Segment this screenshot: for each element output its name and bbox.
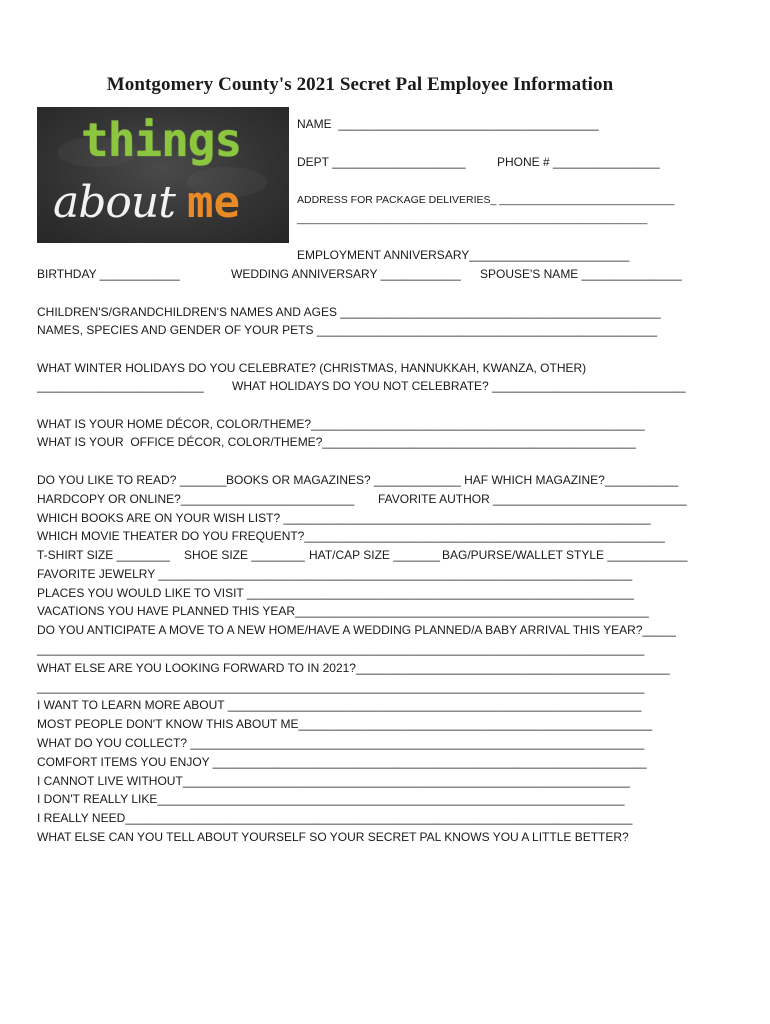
hardcopy-or-online-field[interactable]: HARDCOPY OR ONLINE?__________________________	[37, 492, 355, 506]
address-field[interactable]: ADDRESS FOR PACKAGE DELIVERIES_ ______________________________	[297, 194, 675, 206]
address-field-line-2[interactable]: ____________________________________________________________	[297, 213, 648, 225]
places-to-visit-field[interactable]: PLACES YOU WOULD LIKE TO VISIT __________________________________________________________	[37, 586, 634, 600]
logo-word-about: about	[53, 177, 175, 228]
winter-holidays-question: WHAT WINTER HOLIDAYS DO YOU CELEBRATE? (CHRISTMAS, HANNUKKAH, KWANZA, OTHER)	[37, 361, 587, 375]
movie-theater-field[interactable]: WHICH MOVIE THEATER DO YOU FREQUENT?______________________________________________________	[37, 529, 665, 543]
dont-know-about-me-field[interactable]: MOST PEOPLE DON'T KNOW THIS ABOUT ME_____________________________________________________	[37, 717, 653, 731]
tell-more-question: WHAT ELSE CAN YOU TELL ABOUT YOURSELF SO YOUR SECRET PAL KNOWS YOU A LITTLE BETTER?	[37, 830, 629, 844]
home-decor-field[interactable]: WHAT IS YOUR HOME DÉCOR, COLOR/THEME?__________________________________________________	[37, 417, 645, 431]
bag-style-field[interactable]: BAG/PURSE/WALLET STYLE ____________	[442, 548, 688, 562]
learn-more-field[interactable]: I WANT TO LEARN MORE ABOUT ______________________________________________________________	[37, 698, 642, 712]
hat-size-field[interactable]: HAT/CAP SIZE _______	[309, 548, 440, 562]
books-or-magazines-field[interactable]: BOOKS OR MAGAZINES? _____________ HAF WHICH MAGAZINE?___________	[226, 473, 679, 487]
logo-word-things: things	[81, 113, 242, 167]
like-to-read-field[interactable]: DO YOU LIKE TO READ? _______	[37, 473, 227, 487]
looking-forward-field[interactable]: WHAT ELSE ARE YOU LOOKING FORWARD TO IN 2021?_______________________________________________	[37, 661, 670, 675]
children-names-field[interactable]: CHILDREN'S/GRANDCHILDREN'S NAMES AND AGES ________________________________________________	[37, 305, 661, 319]
pets-field[interactable]: NAMES, SPECIES AND GENDER OF YOUR PETS ___________________________________________________	[37, 323, 658, 337]
favorite-author-field[interactable]: FAVORITE AUTHOR _____________________________	[378, 492, 687, 506]
birthday-field[interactable]: BIRTHDAY ____________	[37, 267, 180, 281]
office-decor-field[interactable]: WHAT IS YOUR OFFICE DÉCOR, COLOR/THEME?_______________________________________________	[37, 435, 637, 449]
really-need-field[interactable]: I REALLY NEED____________________________________________________________________________	[37, 811, 633, 825]
wish-list-field[interactable]: WHICH BOOKS ARE ON YOUR WISH LIST? _______________________________________________________	[37, 511, 651, 525]
anticipate-move-field[interactable]: DO YOU ANTICIPATE A MOVE TO A NEW HOME/HAVE A WEDDING PLANNED/A BABY ARRIVAL THIS YEAR?_____	[37, 623, 676, 637]
blank-line-2[interactable]: ___________________________________________________________________________________________	[37, 680, 645, 694]
vacations-planned-field[interactable]: VACATIONS YOU HAVE PLANNED THIS YEAR_____________________________________________________	[37, 604, 649, 618]
favorite-jewelry-field[interactable]: FAVORITE JEWELRY _______________________________________________________________________	[37, 567, 633, 581]
collect-field[interactable]: WHAT DO YOU COLLECT? ____________________________________________________________________	[37, 736, 645, 750]
cannot-live-without-field[interactable]: I CANNOT LIVE WITHOUT___________________________________________________________________	[37, 774, 630, 788]
blank-line-1[interactable]: ___________________________________________________________________________________________	[37, 642, 645, 656]
dont-really-like-field[interactable]: I DON'T REALLY LIKE______________________________________________________________________	[37, 792, 625, 806]
shoe-size-field[interactable]: SHOE SIZE ________	[184, 548, 305, 562]
page-title: Montgomery County's 2021 Secret Pal Employee Information	[106, 74, 614, 95]
things-about-me-chalkboard-logo	[37, 107, 289, 243]
phone-field[interactable]: PHONE # ________________	[497, 155, 660, 169]
tshirt-size-field[interactable]: T-SHIRT SIZE ________	[37, 548, 170, 562]
holidays-not-celebrated-field[interactable]: WHAT HOLIDAYS DO YOU NOT CELEBRATE? _____________________________	[232, 379, 686, 393]
winter-holidays-field[interactable]: _________________________	[37, 379, 204, 393]
logo-word-me: me	[187, 177, 240, 228]
comfort-items-field[interactable]: COMFORT ITEMS YOU ENJOY _________________________________________________________________	[37, 755, 647, 769]
name-field[interactable]: NAME _______________________________________	[297, 117, 599, 131]
dept-field[interactable]: DEPT ____________________	[297, 155, 466, 169]
employment-anniversary-field[interactable]: EMPLOYMENT ANNIVERSARY________________________	[297, 248, 630, 262]
wedding-anniversary-field[interactable]: WEDDING ANNIVERSARY ____________	[231, 267, 461, 281]
spouse-name-field[interactable]: SPOUSE'S NAME _______________	[480, 267, 682, 281]
